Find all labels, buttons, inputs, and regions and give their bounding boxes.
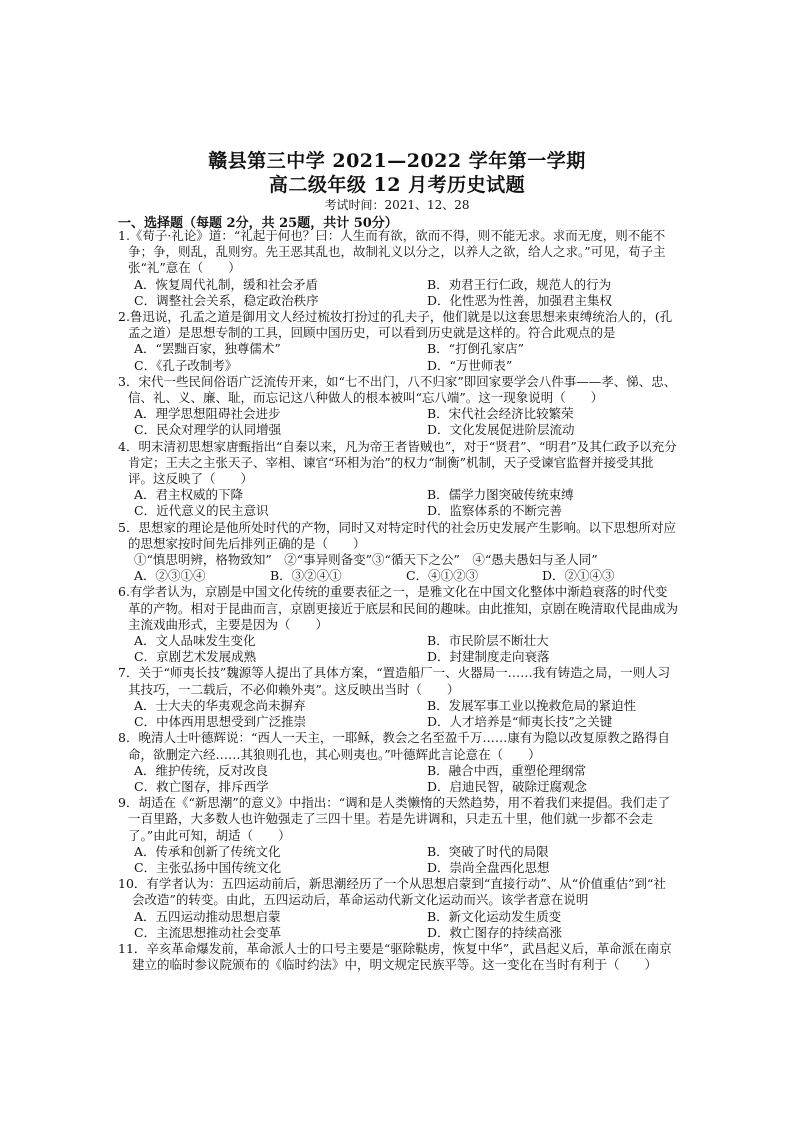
question-list — [118, 228, 678, 973]
exam-title-school: 赣县第三中学 2021—2022 学年第一学期 — [208, 150, 586, 172]
option-d: D．救亡图存的持续高涨 — [427, 924, 563, 940]
question-stem: 7．关于“师夷长技”魏源等人提出了具体方案，“置造船厂一、火器局一……我有铸造之局，一则人习其技巧，一二载后，不必仰赖外夷”。这反映出当时（ ） — [118, 665, 671, 697]
option-d: D．“万世师表” — [427, 357, 513, 373]
option-b: B．儒学力图突破传统束缚 — [427, 487, 574, 503]
question-3 — [118, 374, 678, 439]
question-1 — [118, 228, 678, 309]
question-10 — [118, 876, 678, 941]
option-b: B．发展军事工业以挽救危局的紧迫性 — [427, 697, 637, 713]
option-d: D．监察体系的不断完善 — [427, 503, 563, 519]
option-c: C．救亡图存，排斥西学 — [134, 778, 269, 794]
option-b: B．“打倒孔家店” — [427, 341, 524, 357]
question-stem: 6.有学者认为，京剧是中国文化传统的重要表征之一，是雅文化在中国文化整体中渐趋衰落的时代变革的产物。相对于昆曲而言，京剧更接近于底层和民间的趣味。由此推知，京剧在晚清取代昆曲成为主流戏曲形式，主要是因为（ ） — [118, 584, 679, 632]
option-c: C．中体西用思想受到广泛推崇 — [134, 714, 307, 730]
option-c: C．调整社会关系，稳定政治秩序 — [134, 292, 319, 308]
option-c: C．近代意义的民主意识 — [134, 503, 269, 519]
option-a: A．②③①④ — [134, 568, 206, 584]
exam-time: 考试时间：2021、12、28 — [324, 198, 470, 212]
question-7 — [118, 665, 678, 730]
question-items: ①“慎思明辨，格物致知” ②“事异则备变”③“循天下之公” ④“愚夫愚妇与圣人同” — [134, 552, 598, 568]
question-stem: 1.《荀子·礼论》道：“礼起于何也？曰：人生而有欲，欲而不得，则不能无求。求而无度，则不能不争；争，则乱，乱则穷。先王恶其乱也，故制礼义以分之，以养人之欲，给人之求。”可见，荀子主张“礼”意在（ ） — [118, 228, 666, 276]
option-d: D．文化发展促进阶层流动 — [427, 422, 575, 438]
option-a: A．恢复周代礼制，缓和社会矛盾 — [134, 276, 319, 292]
question-stem: 2.鲁迅说，孔孟之道是御用文人经过梳妆打扮过的孔夫子，他们就是以这套思想来束缚统治人的，(孔孟之道）是思想专制的工具，回顾中国历史，可以看到历史就是这样的。符合此观点的是 — [118, 309, 673, 341]
option-b: B．劝君王行仁政，规范人的行为 — [427, 276, 612, 292]
question-11 — [118, 941, 678, 973]
option-c: C．《孔子改制考》 — [134, 357, 238, 373]
option-c: C．主流思想推动社会变革 — [134, 924, 282, 940]
option-c: C．民众对理学的认同增强 — [134, 422, 282, 438]
question-stem: 4．明末清初思想家唐甄指出“自秦以来，凡为帝王者皆贼也”，对于“贤君”、“明君”及其仁政予以充分肯定；王夫之主张天子、宰相、谏官“环相为治”的权力“制衡”机制，天子受谏官监督并接受其批评。这反映了（ ） — [118, 438, 677, 487]
question-stem: 5．思想家的理论是他所处时代的产物，同时又对特定时代的社会历史发展产生影响。以下思想所对应的思想家按时间先后排列正确的是（ ） — [118, 519, 676, 551]
question-4 — [118, 439, 678, 520]
option-d: D．②①④③ — [542, 568, 615, 584]
question-2 — [118, 309, 678, 374]
option-b: B．③②④① — [270, 568, 342, 584]
option-b: B．新文化运动发生质变 — [427, 908, 562, 924]
option-d: D．化性恶为性善，加强君主集权 — [427, 292, 613, 308]
option-a: A．理学思想阻碍社会进步 — [134, 406, 281, 422]
option-b: B．市民阶层不断壮大 — [427, 633, 549, 649]
question-stem: 9．胡适在《“新思潮”的意义》中指出：“调和是人类懒惰的天然趋势，用不着我们来提倡。我们走了一百里路，大多数人也许勉强走了三四十里。若是先讲调和，只走五十里，他们就一步都不会走了。”由此可知，胡适（ ） — [118, 795, 671, 843]
option-a: A．传承和创新了传统文化 — [134, 843, 281, 859]
option-d: D．封建制度走向衰落 — [427, 649, 550, 665]
question-stem: 3．宋代一些民间俗语广泛流传开来，如“七不出门，八不归家”即回家要学会八件事——孝、悌、忠、信、礼、义、廉、耻，而忘记这八种做人的根本被叫“忘八端”。这一现象说明（ ） — [118, 373, 677, 406]
question-stem: 11．辛亥革命爆发前，革命派人士的口号主要是“驱除鞑虏，恢复中华”，武昌起义后，革命派在南京建立的临时参议院颁布的《临时约法》中，明文规定民族平等。这一变化在当时有利于（ ） — [118, 940, 672, 973]
question-6 — [118, 584, 678, 665]
question-stem: 8．晚清人士叶德辉说：“西人一天主，一耶稣，教会之名至盈千万……康有为隐以改复原教之路得自命，欲删定六经……其狼则孔也，其心则夷也。”叶德辉此言论意在（ ） — [118, 730, 670, 762]
question-9 — [118, 795, 678, 876]
option-c: C．④①②③ — [406, 568, 479, 584]
option-b: B．突破了时代的局限 — [427, 843, 549, 859]
exam-title-subject: 高二级年级 12 月考历史试题 — [268, 174, 526, 196]
option-b: B．宋代社会经济比较繁荣 — [427, 406, 574, 422]
option-a: A．君主权威的下降 — [134, 487, 244, 503]
option-a: A．文人品味发生变化 — [134, 633, 256, 649]
question-8 — [118, 730, 678, 795]
option-d: D．崇尚全盘西化思想 — [427, 859, 550, 875]
question-5 — [118, 520, 678, 585]
option-a: A．五四运动推动思想启蒙 — [134, 908, 281, 924]
option-d: D．人才培养是“师夷长技”之关键 — [427, 714, 613, 730]
option-a: A．士大夫的华夷观念尚未摒弃 — [134, 697, 306, 713]
option-b: B．融合中西，重塑伦理纲常 — [427, 762, 587, 778]
option-c: C．主张弘扬中国传统文化 — [134, 859, 282, 875]
option-d: D．启迪民智，破除迂腐观念 — [427, 778, 588, 794]
option-a: A．维护传统，反对改良 — [134, 762, 269, 778]
option-c: C．京剧艺术发展成熟 — [134, 649, 257, 665]
option-a: A．“罢黜百家，独尊儒术” — [134, 341, 281, 357]
question-stem: 10．有学者认为：五四运动前后，新思潮经历了一个从思想启蒙到“直接行动”、从“价值重估”到“社会改造”的转变。由此，五四运动后，革命运动代新文化运动而兴。该学者意在说明 — [118, 876, 666, 908]
section-heading: 一、选择题（每题 2分，共 25题，共计 50分） — [118, 216, 398, 231]
